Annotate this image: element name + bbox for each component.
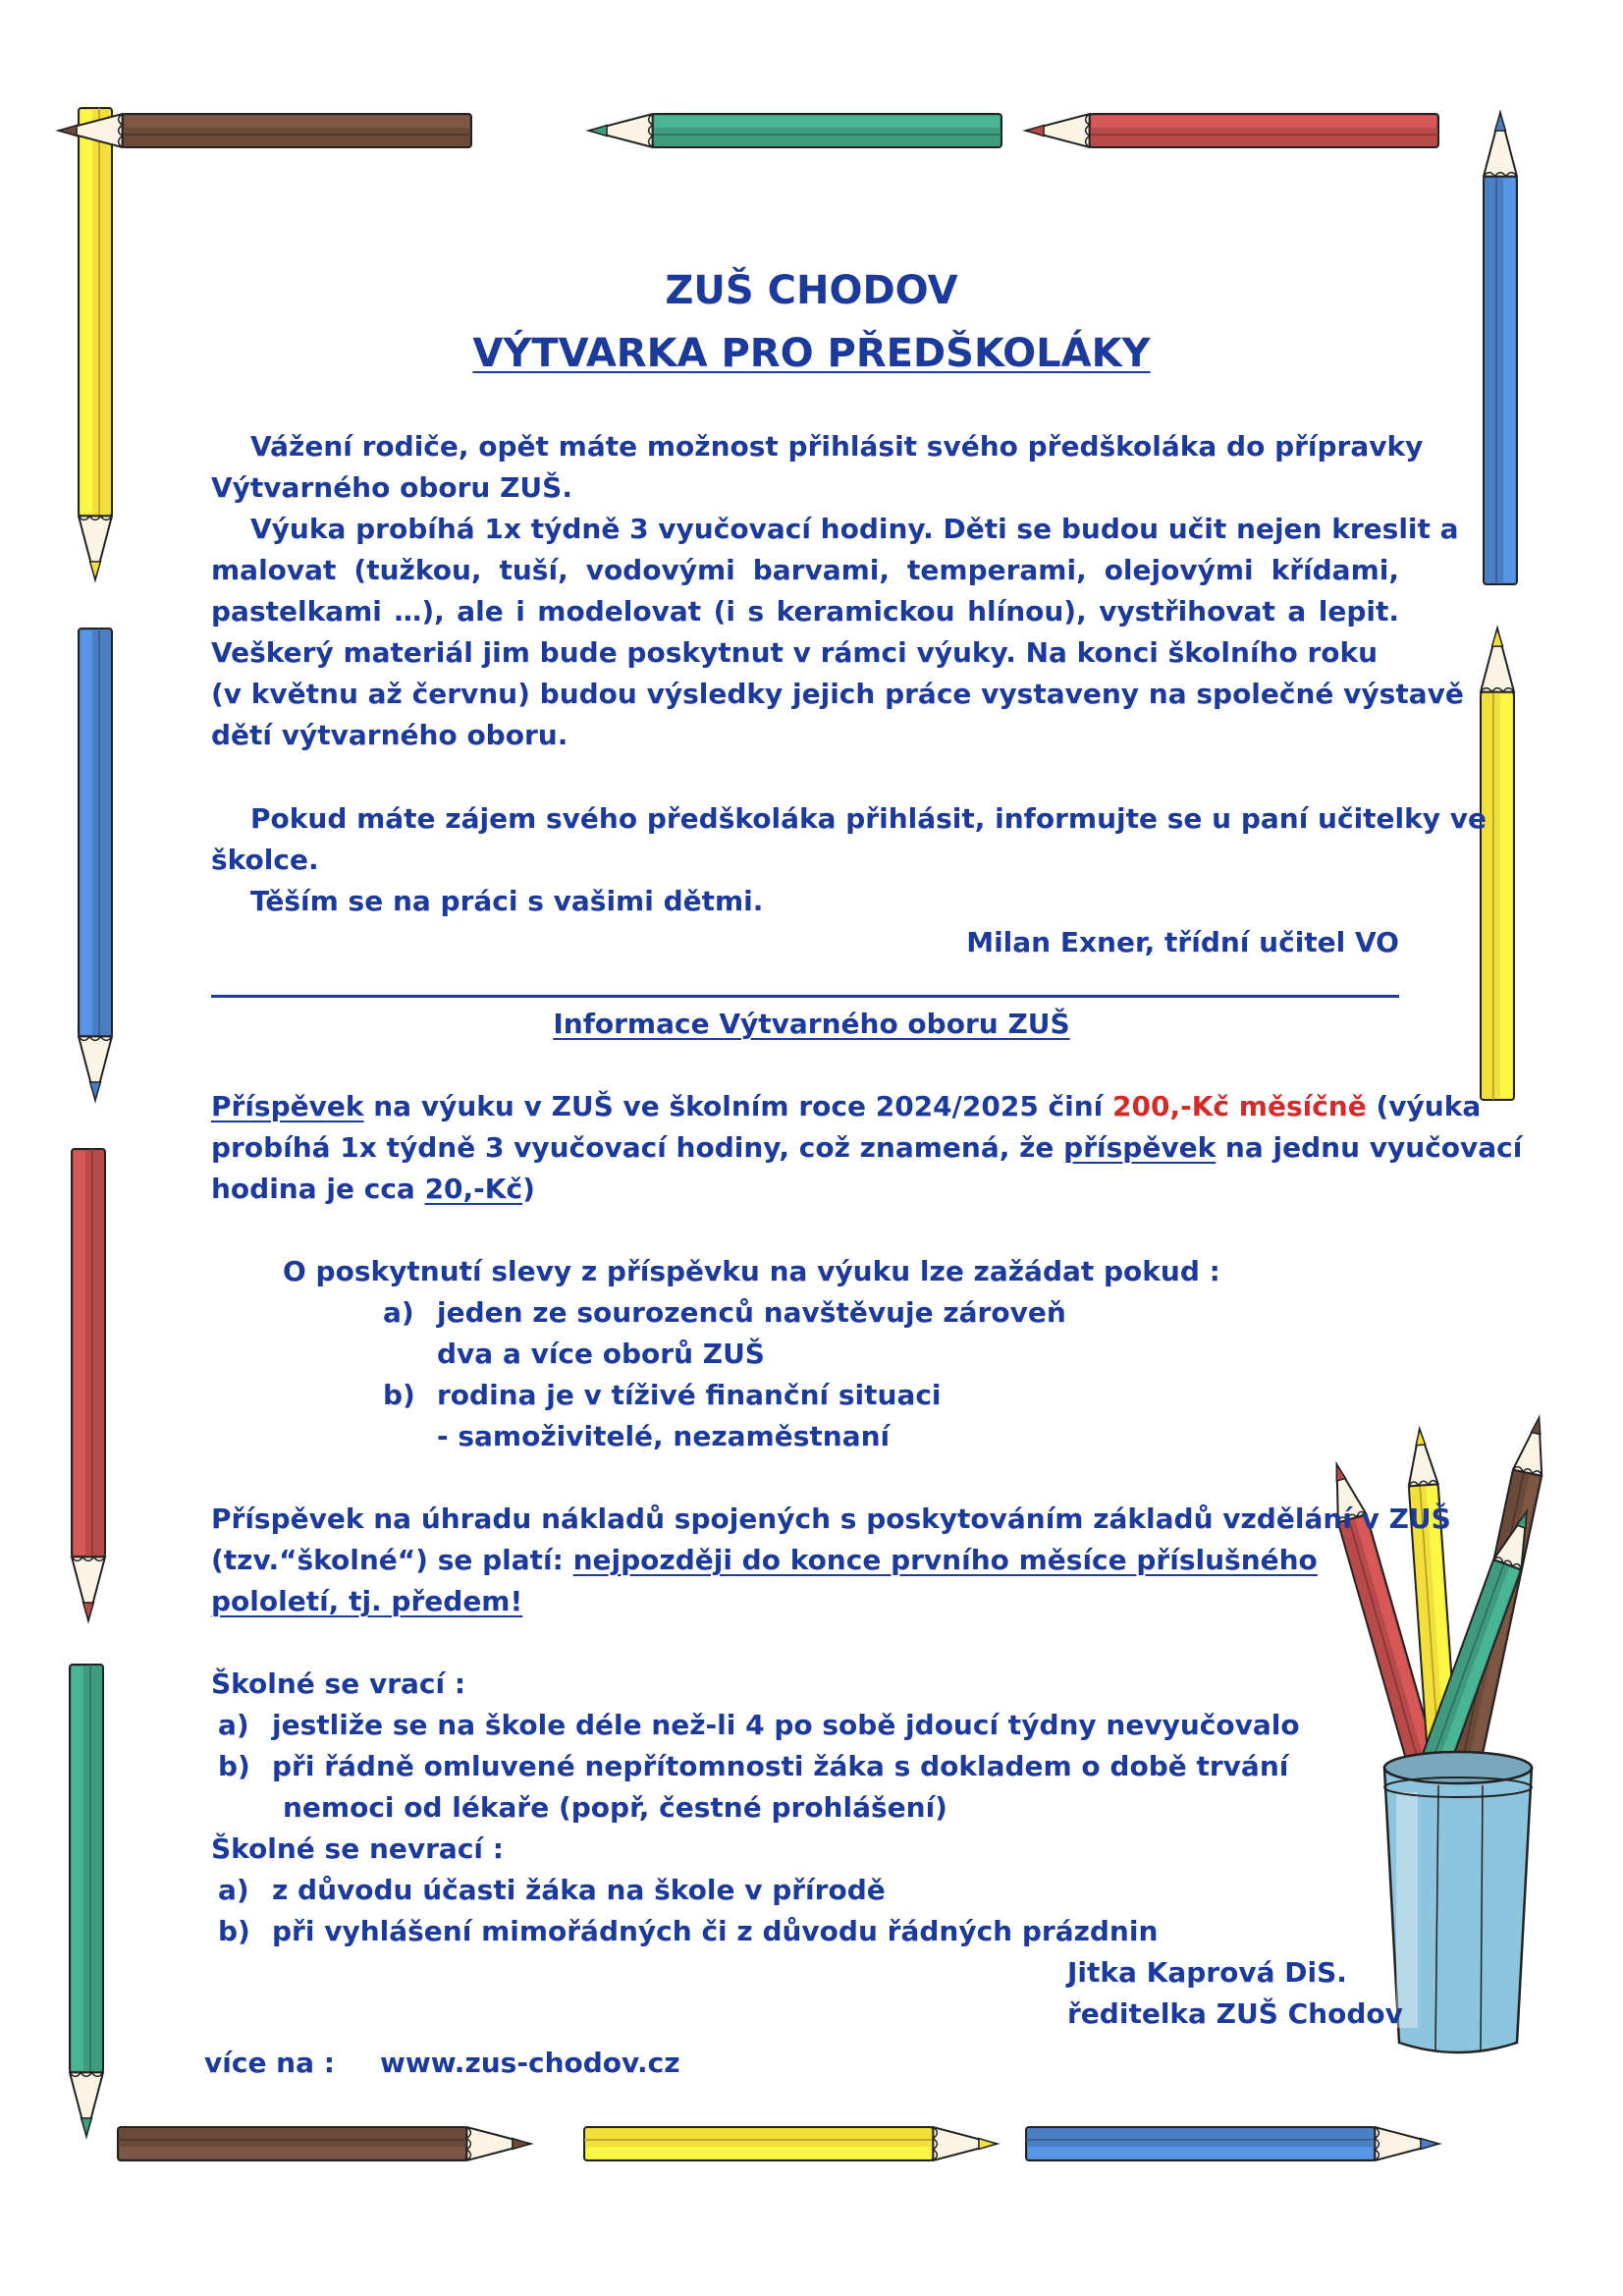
tuition-line [211,1540,1318,1581]
fee-line-2 [211,1127,1522,1169]
fee-word: Příspěvek [211,1090,364,1122]
norefund-item: při vyhlášení mimořádných či z důvodu řádných prázdnin [272,1915,1159,1947]
fee-text: probíhá 1x týdně 3 vyučovací hodiny, což znamená, že [211,1131,1064,1164]
more-label: více na : [204,2047,335,2079]
blue-pencil-icon [1026,2127,1438,2160]
tuition-deadline: pololetí, tj. předem! [211,1585,523,1617]
red-pencil-icon [72,1149,105,1620]
list-marker: a) [383,1296,414,1329]
website-link[interactable]: www.zus-chodov.cz [380,2047,680,2079]
teacher-signature: Milan Exner, třídní učitel VO [966,926,1399,958]
intro-line: pastelkami …), ale i modelovat (i s keramickou hlínou), vystřihovat a lepit. [211,595,1399,628]
intro-line: Výtvarného oboru ZUŠ. [211,471,572,504]
director-name: Jitka Kaprová DiS. [1067,1956,1347,1989]
fee-text: na výuku v ZUŠ ve školním roce 2024/2025 činí [363,1090,1113,1122]
intro-line: Výuka probíhá 1x týdně 3 vyučovací hodiny. Děti se budou učit nejen kreslit a [250,513,1459,545]
info-heading: Informace Výtvarného oboru ZUŠ [553,1008,1070,1040]
intro-line: dětí výtvarného oboru. [211,719,568,751]
refund-item: při řádně omluvené nepřítomnosti žáka s dokladem o době trvání [272,1750,1289,1782]
page-title: VÝTVARKA PRO PŘEDŠKOLÁKY [472,331,1151,376]
fee-hour: 20,-Kč [424,1173,523,1205]
refund-item: nemoci od lékaře (popř, čestné prohlášení) [283,1791,947,1824]
list-marker: b) [383,1379,415,1411]
intro-line: Veškerý materiál jim bude poskytnut v rámci výuky. Na konci školního roku [211,636,1379,669]
list-marker: a) [218,1874,249,1906]
yellow-pencil-icon [584,2127,997,2160]
intro-line: Pokud máte zájem svého předškoláka přihlásit, informujte se u paní učitelky ve [250,802,1488,835]
brown-pencil-icon [118,2127,530,2160]
fee-amount: 200,-Kč měsíčně [1112,1090,1367,1122]
tuition-text: (tzv.“školné“) se platí: [211,1544,573,1576]
refund-item: jestliže se na škole déle než-li 4 po sobě jdoucí týdny nevyučovalo [272,1709,1300,1741]
list-marker: b) [218,1915,250,1947]
green-pencil-icon [589,114,1001,147]
norefund-heading: Školné se nevrací : [211,1832,504,1865]
discount-intro: O poskytnutí slevy z příspěvku na výuku lze zažádat pokud : [283,1255,1220,1287]
tuition-line: Příspěvek na úhradu nákladů spojených s poskytováním základů vzdělání v ZUŠ [211,1503,1451,1535]
tuition-deadline: nejpozději do konce prvního měsíce příslušného [572,1544,1318,1576]
green-pencil-icon [70,1665,103,2136]
fee-text: ) [522,1173,535,1205]
discount-item: jeden ze sourozenců navštěvuje zároveň [437,1296,1066,1329]
intro-line: školce. [211,844,319,876]
brown-pencil-icon [59,114,471,147]
intro-line: malovat (tužkou, tuší, vodovými barvami, temperami, olejovými křídami, [211,554,1399,586]
section-divider [211,995,1399,998]
director-role: ředitelka ZUŠ Chodov [1067,1997,1403,2030]
fee-text: hodina je cca [211,1173,425,1205]
discount-item: rodina je v tíživé finanční situaci [437,1379,942,1411]
list-marker: b) [218,1750,250,1782]
intro-line: (v květnu až červnu) budou výsledky jejich práce vystaveny na společné výstavě [211,678,1464,710]
fee-line-3 [211,1169,535,1210]
school-name: ZUŠ CHODOV [665,268,958,313]
intro-line: Vážení rodiče, opět máte možnost přihlásit svého předškoláka do přípravky [250,430,1424,463]
fee-word: příspěvek [1063,1131,1217,1164]
refund-heading: Školné se vrací : [211,1667,466,1700]
fee-line-1 [211,1086,1481,1127]
intro-line: Těším se na práci s vašimi dětmi. [250,885,764,917]
norefund-item: z důvodu účasti žáka na škole v přírodě [272,1874,886,1906]
discount-item: dva a více oborů ZUŠ [437,1338,765,1370]
list-marker: a) [218,1709,249,1741]
discount-item: - samoživitelé, nezaměstnaní [437,1420,891,1452]
fee-text: (výuka [1366,1090,1482,1122]
red-pencil-icon [1026,114,1438,147]
fee-text: na jednu vyučovací [1216,1131,1523,1164]
